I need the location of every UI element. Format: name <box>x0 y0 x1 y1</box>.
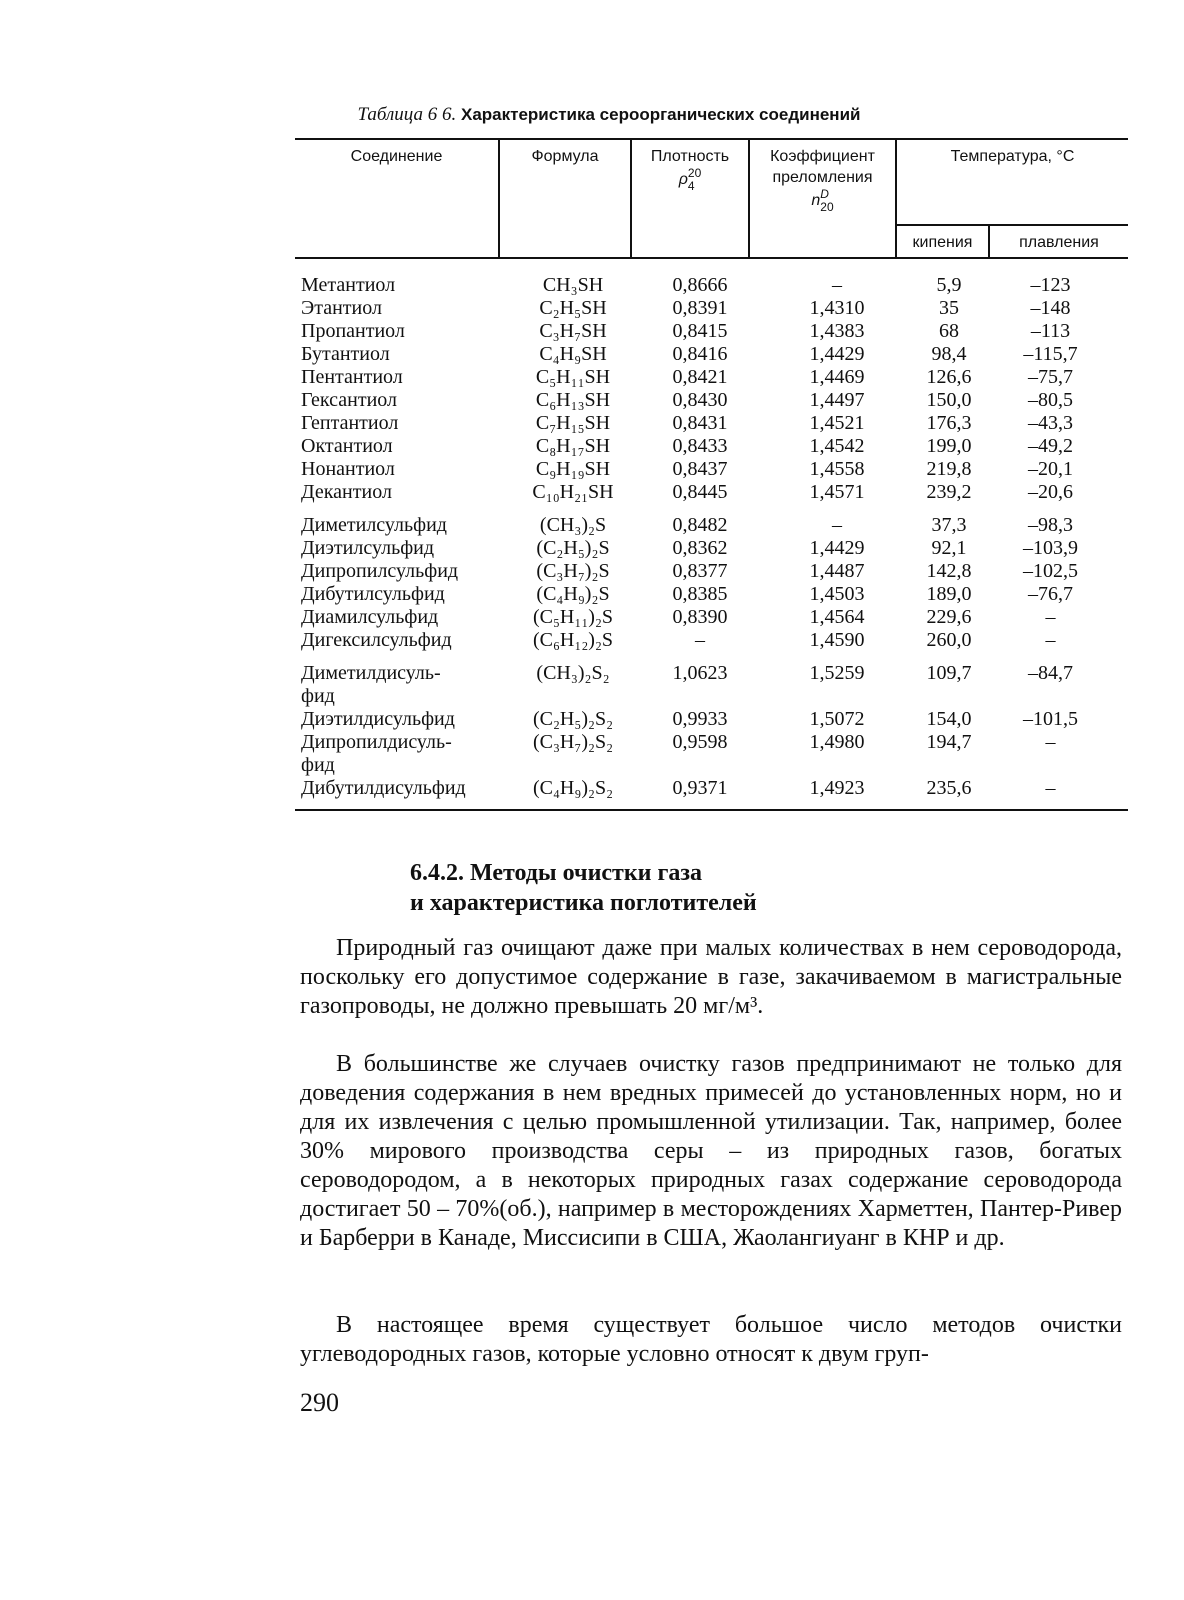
table-row <box>295 366 1128 389</box>
cell-formula: (C₂H₅)₂S <box>536 537 610 559</box>
cell-density: 0,8391 <box>672 297 728 319</box>
cell-melting: –113 <box>1030 320 1071 342</box>
cell-boiling: 35 <box>939 297 959 319</box>
table-caption <box>0 104 1184 126</box>
cell-density: 0,8415 <box>672 320 728 342</box>
paragraph-text: В настоящее время существует большое число методов очистки углеводородных газов, которые условно относят к двум груп- <box>300 1312 1122 1367</box>
table-row <box>295 274 1128 297</box>
cell-boiling: 150,0 <box>926 389 972 411</box>
cell-compound: Бутантиол <box>301 343 390 365</box>
cell-formula: C₃H₇SH <box>539 320 607 342</box>
cell-compound: Метантиол <box>301 274 396 296</box>
table-caption-title: Характеристика сероорганических соединений <box>460 105 861 124</box>
cell-density: 0,8416 <box>672 343 728 365</box>
table-caption-label: Таблица 6 6. <box>357 104 457 125</box>
cell-melting: –103,9 <box>1023 537 1078 559</box>
cell-density: 0,9933 <box>672 708 728 730</box>
cell-compound: Диэтилдисульфид <box>301 708 455 730</box>
cell-boiling: 194,7 <box>926 731 972 753</box>
paragraph-text: Природный газ очищают даже при малых количествах в нем сероводорода, поскольку его допустимое содержание в газе, закачиваемом в магистральные газопроводы, не должно превышать 20 мг/м³. <box>300 935 1122 1019</box>
cell-formula: C₆H₁₃SH <box>535 389 611 411</box>
cell-boiling: 239,2 <box>926 481 972 503</box>
cell-compound-continued: фид <box>301 754 335 776</box>
cell-melting: –20,1 <box>1028 458 1073 480</box>
cell-melting: –49,2 <box>1028 435 1073 457</box>
cell-formula: (C₄H₉)₂S₂ <box>532 777 614 799</box>
cell-melting: –76,7 <box>1028 583 1073 605</box>
table-row <box>295 662 1128 707</box>
cell-density: 0,8385 <box>672 583 728 605</box>
cell-compound: Диметилдисуль- <box>301 662 441 684</box>
cell-melting: –102,5 <box>1023 560 1078 582</box>
cell-refraction: 1,4542 <box>809 435 865 457</box>
cell-compound: Декантиол <box>301 481 392 503</box>
cell-refraction: 1,4429 <box>809 343 865 365</box>
cell-formula: (CH₃)₂S <box>539 514 607 536</box>
cell-boiling: 235,6 <box>926 777 972 799</box>
cell-melting: –84,7 <box>1028 662 1073 684</box>
cell-refraction: 1,4590 <box>809 629 865 651</box>
header-refraction-line2: преломления <box>772 169 873 186</box>
header-temperature: Температура, °C <box>950 148 1075 165</box>
cell-refraction: 1,4980 <box>809 731 865 753</box>
table-row <box>295 537 1128 560</box>
cell-boiling: 126,6 <box>926 366 972 388</box>
cell-boiling: 68 <box>939 320 959 342</box>
cell-compound: Диэтилсульфид <box>301 537 435 559</box>
cell-formula: (C₃H₇)₂S₂ <box>532 731 614 753</box>
header-formula: Формула <box>531 148 599 165</box>
cell-boiling: 109,7 <box>926 662 972 684</box>
cell-formula: C₅H₁₁SH <box>535 366 611 388</box>
cell-density: 0,8666 <box>672 274 728 296</box>
page-number: 290 <box>300 1388 339 1417</box>
cell-formula: CH₃SH <box>542 274 604 296</box>
cell-boiling: 92,1 <box>931 537 967 559</box>
cell-formula: (C₆H₁₂)₂S <box>532 629 614 651</box>
cell-formula: C₂H₅SH <box>539 297 607 319</box>
cell-formula: (C₅H₁₁)₂S <box>532 606 614 628</box>
cell-density: 0,9598 <box>672 731 728 753</box>
section-title-line1: 6.4.2. Методы очистки газа <box>410 860 703 886</box>
cell-refraction: 1,4923 <box>809 777 865 799</box>
header-refraction-line1: Коэффициент <box>770 148 875 165</box>
header-bottom-rule <box>295 257 1128 259</box>
cell-formula: C₈H₁₇SH <box>535 435 611 457</box>
cell-boiling: 219,8 <box>926 458 972 480</box>
cell-compound: Дибутилсульфид <box>301 583 445 605</box>
cell-boiling: 37,3 <box>931 514 967 536</box>
table-row <box>295 606 1128 629</box>
cell-compound: Диамилсульфид <box>301 606 439 628</box>
cell-boiling: 98,4 <box>931 343 967 365</box>
cell-melting: – <box>1045 606 1056 628</box>
cell-compound: Пентантиол <box>301 366 403 388</box>
table-row <box>295 514 1128 537</box>
header-compound: Соединение <box>350 148 443 165</box>
table-row <box>295 343 1128 366</box>
cell-compound: Дибутилдисульфид <box>301 777 466 799</box>
cell-boiling: 229,6 <box>926 606 972 628</box>
header-density <box>632 146 748 193</box>
header-density-label: Плотность <box>650 148 730 165</box>
cell-compound-continued: фид <box>301 685 335 707</box>
cell-melting: –98,3 <box>1028 514 1073 536</box>
cell-compound: Нонантиол <box>301 458 395 480</box>
table-row <box>295 629 1128 652</box>
cell-melting: –148 <box>1030 297 1071 319</box>
cell-compound: Гептантиол <box>301 412 399 434</box>
cell-refraction: 1,4521 <box>809 412 865 434</box>
cell-melting: – <box>1045 731 1056 753</box>
cell-refraction: 1,5259 <box>809 662 865 684</box>
cell-refraction: 1,4503 <box>809 583 865 605</box>
cell-refraction: 1,5072 <box>809 708 865 730</box>
cell-refraction: 1,4564 <box>809 606 865 628</box>
cell-compound: Дипропилсульфид <box>301 560 459 582</box>
paragraph <box>300 1311 1122 1369</box>
cell-refraction: 1,4497 <box>809 389 865 411</box>
temperature-subrule <box>895 224 1128 226</box>
table-row <box>295 412 1128 435</box>
cell-density: 0,8482 <box>672 514 728 536</box>
cell-density: 0,8433 <box>672 435 728 457</box>
cell-density: 0,8362 <box>672 537 728 559</box>
table-row <box>295 389 1128 412</box>
cell-formula: (C₄H₉)₂S <box>536 583 610 605</box>
cell-melting: –20,6 <box>1028 481 1073 503</box>
header-refraction <box>750 146 895 214</box>
cell-formula: (C₂H₅)₂S₂ <box>532 708 614 730</box>
table-row <box>295 731 1128 776</box>
cell-formula: (C₃H₇)₂S <box>536 560 610 582</box>
cell-refraction: 1,4571 <box>809 481 865 503</box>
cell-melting: –101,5 <box>1023 708 1078 730</box>
section-title <box>410 858 970 918</box>
cell-density: 0,8377 <box>672 560 728 582</box>
cell-refraction: 1,4558 <box>809 458 865 480</box>
cell-formula: C₄H₉SH <box>539 343 607 365</box>
paragraph <box>300 934 1122 1021</box>
table-row <box>295 583 1128 606</box>
cell-density: 0,8390 <box>672 606 728 628</box>
cell-boiling: 199,0 <box>926 435 972 457</box>
cell-refraction: 1,4469 <box>809 366 865 388</box>
cell-refraction: 1,4383 <box>809 320 865 342</box>
table-row <box>295 481 1128 504</box>
cell-formula: C₇H₁₅SH <box>535 412 611 434</box>
cell-formula: C₁₀H₂₁SH <box>532 481 614 503</box>
cell-refraction: – <box>832 274 842 296</box>
table-row <box>295 708 1128 731</box>
cell-refraction: 1,4487 <box>809 560 865 582</box>
cell-density: 0,8437 <box>672 458 728 480</box>
table-row <box>295 560 1128 583</box>
table-bottom-rule <box>295 809 1128 811</box>
cell-melting: –123 <box>1030 274 1071 296</box>
paragraph <box>300 1050 1122 1253</box>
cell-density: – <box>695 629 705 651</box>
cell-refraction: 1,4429 <box>809 537 865 559</box>
header-density-symbol: ρ20 4 <box>678 166 702 193</box>
cell-compound: Октантиол <box>301 435 393 457</box>
cell-compound: Этантиол <box>301 297 382 319</box>
cell-compound: Гексантиол <box>301 389 397 411</box>
cell-compound: Дигексилсульфид <box>301 629 452 651</box>
paragraph-text: В большинстве же случаев очистку газов предпринимают не только для доведения содержания в нем вредных примесей до установленных норм, но и для их извлечения с целью промышленной утилизации. Так, например, более 30% мирового производства серы – из природных газов, богатых сероводородом, а в некоторых природных газах содержание сероводорода достигает 50 – 70%(об.), например в месторождениях Харметтен, Пантер-Ривер и Барберри в Канаде, Миссисипи в США, Жаолангиуанг в КНР и др. <box>300 1051 1122 1251</box>
cell-refraction: – <box>832 514 842 536</box>
cell-boiling: 189,0 <box>926 583 972 605</box>
cell-melting: – <box>1045 777 1056 799</box>
cell-boiling: 260,0 <box>926 629 972 651</box>
cell-density: 0,8445 <box>672 481 728 503</box>
header-boiling: кипения <box>912 234 973 251</box>
table-top-rule <box>295 138 1128 140</box>
cell-density: 0,8431 <box>672 412 728 434</box>
cell-boiling: 5,9 <box>936 274 962 296</box>
cell-melting: –43,3 <box>1028 412 1073 434</box>
cell-density: 0,8421 <box>672 366 728 388</box>
cell-refraction: 1,4310 <box>809 297 865 319</box>
cell-formula: C₉H₁₉SH <box>535 458 611 480</box>
table-row <box>295 777 1128 800</box>
table-row <box>295 297 1128 320</box>
cell-formula: (CH₃)₂S₂ <box>536 662 610 684</box>
cell-density: 1,0623 <box>672 662 728 684</box>
cell-density: 0,9371 <box>672 777 728 799</box>
cell-boiling: 154,0 <box>926 708 972 730</box>
table-row <box>295 320 1128 343</box>
cell-compound: Диметилсульфид <box>301 514 447 536</box>
cell-boiling: 176,3 <box>926 412 972 434</box>
section-title-line2: и характеристика поглотителей <box>410 890 757 916</box>
cell-density: 0,8430 <box>672 389 728 411</box>
table-row <box>295 458 1128 481</box>
header-refraction-symbol: nD 20 <box>811 187 834 214</box>
cell-boiling: 142,8 <box>926 560 972 582</box>
cell-melting: –75,7 <box>1028 366 1073 388</box>
cell-melting: –115,7 <box>1023 343 1078 365</box>
cell-compound: Пропантиол <box>301 320 405 342</box>
cell-compound: Дипропилдисуль- <box>301 731 452 753</box>
cell-melting: – <box>1045 629 1056 651</box>
cell-melting: –80,5 <box>1028 389 1073 411</box>
table-row <box>295 435 1128 458</box>
header-melting: плавления <box>1019 234 1099 251</box>
